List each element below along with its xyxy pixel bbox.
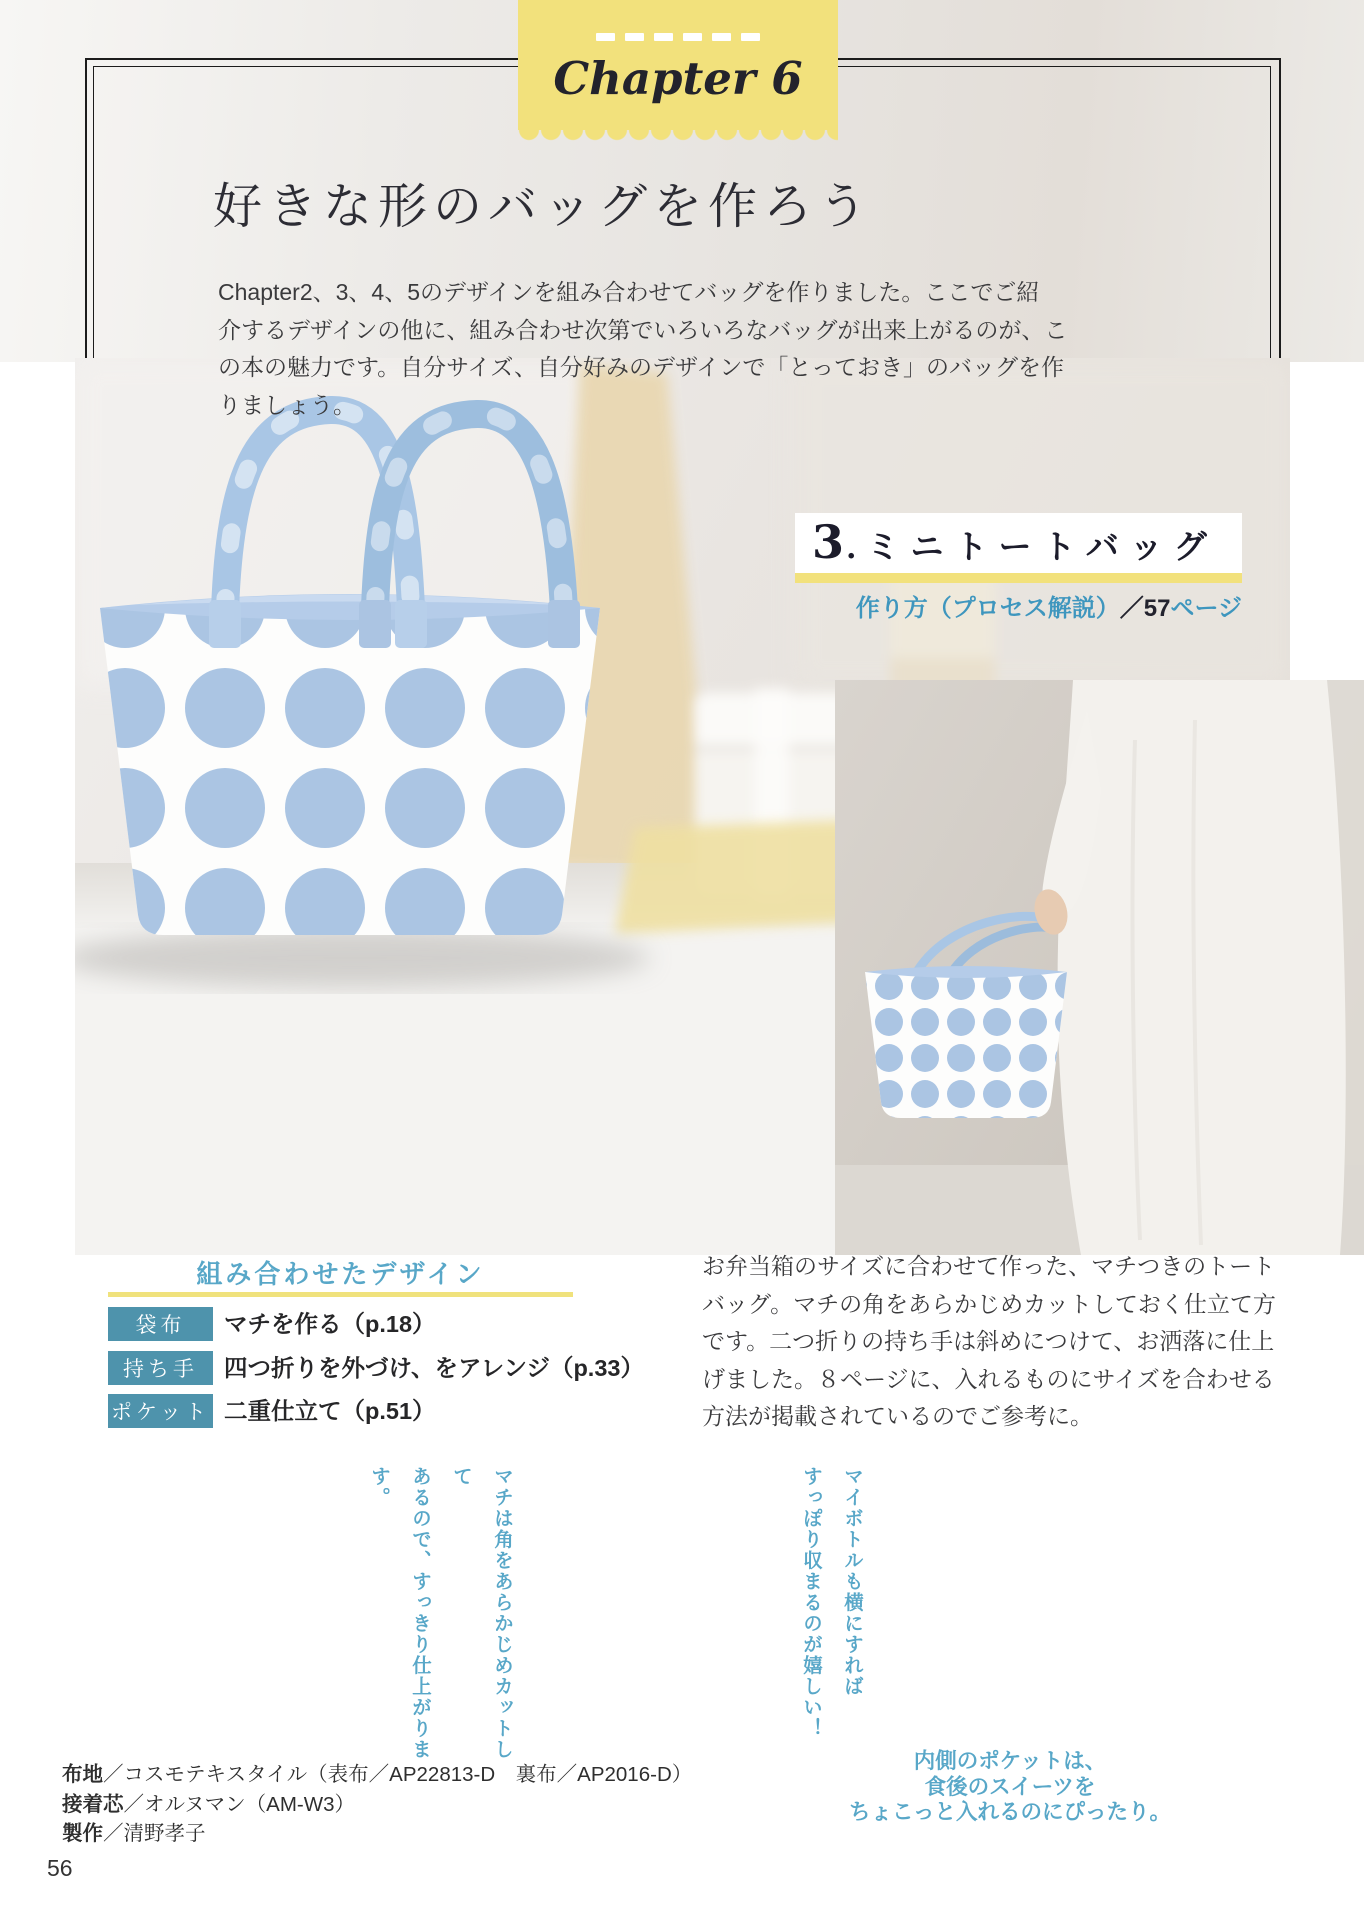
howto-page-number: 57 (1143, 595, 1171, 622)
pocket-caption: 内側のポケットは、 食後のスイーツを ちょこっと入れるのにぴったり。 (848, 1749, 1172, 1824)
intro-line: の本の魅力です。自分サイズ、自分好みのデザインで「とっておき」のバッグを作 (218, 354, 1064, 381)
design-text-bag-body: マチを作る（p.18） (224, 1311, 436, 1337)
chapter-banner (518, 0, 838, 130)
credit-line-fabric: 布地／コスモテキスタイル（表布／AP22813-D 裏布／AP2016-D） (62, 1763, 693, 1786)
credit-line-interfacing: 接着芯／オルヌマン（AM-W3） (62, 1792, 356, 1816)
page-number: 56 (47, 1855, 73, 1881)
item-number-dot: . (846, 531, 857, 566)
intro-line: Chapter2、3、4、5のデザインを組み合わせてバッグを作りました。ここでご紹 (218, 279, 1040, 305)
item-name: ミニトートバッグ (866, 528, 1218, 565)
description-line: 方法が掲載されているのでご参考に。 (702, 1403, 1093, 1430)
gusset-caption: マチは角をあらかじめカットして あるので、すっきり仕上がります。 (368, 1466, 513, 1760)
item-description (702, 1248, 1308, 1436)
credit-line-maker: 製作／清野孝子 (62, 1822, 206, 1845)
bottle-caption: マイボトルも横にすれば すっぽり収まるのが嬉しい！ (800, 1466, 863, 1739)
item-heading (812, 513, 1218, 573)
intro-line: りましょう。 (218, 391, 356, 418)
design-text-pocket: 二重仕立て（p.51） (224, 1398, 436, 1424)
intro-line: 介するデザインの他に、組み合わせ次第でいろいろなバッグが出来上がるのが、こ (218, 316, 1068, 343)
design-label-handle: 持ち手 (108, 1351, 213, 1385)
design-label-pocket: ポケット (108, 1394, 213, 1428)
description-line: お弁当箱のサイズに合わせて作った、マチつきのトート (702, 1253, 1276, 1279)
description-line: バッグ。マチの角をあらかじめカットしておく仕立て方 (702, 1290, 1276, 1317)
design-section-rule (108, 1292, 573, 1297)
item-number: 3 (812, 515, 845, 569)
howto-suffix: ページ (1170, 595, 1242, 622)
design-section-title: 組み合わせたデザイン (196, 1259, 485, 1289)
chapter-label: Chapter 6 (553, 52, 803, 105)
stitch-dashes-icon (596, 33, 760, 41)
howto-prefix: 作り方（プロセス解説） (855, 595, 1120, 622)
material-credits (62, 1760, 692, 1849)
item-howto-reference (795, 588, 1242, 623)
howto-slash: ／ (1119, 595, 1144, 622)
description-line: です。二つ折りの持ち手は斜めにつけて、お洒落に仕上 (702, 1328, 1275, 1355)
chapter-title: 好きな形のバッグを作ろう (213, 180, 874, 234)
description-line: げました。８ページに、入れるものにサイズを合わせる (702, 1365, 1275, 1392)
design-text-handle: 四つ折りを外づけ、をアレンジ（p.33） (224, 1355, 644, 1381)
design-label-bag-body: 袋布 (108, 1307, 213, 1341)
chapter-intro (218, 274, 1068, 424)
woman-holding-bag-photo (835, 680, 1364, 1255)
